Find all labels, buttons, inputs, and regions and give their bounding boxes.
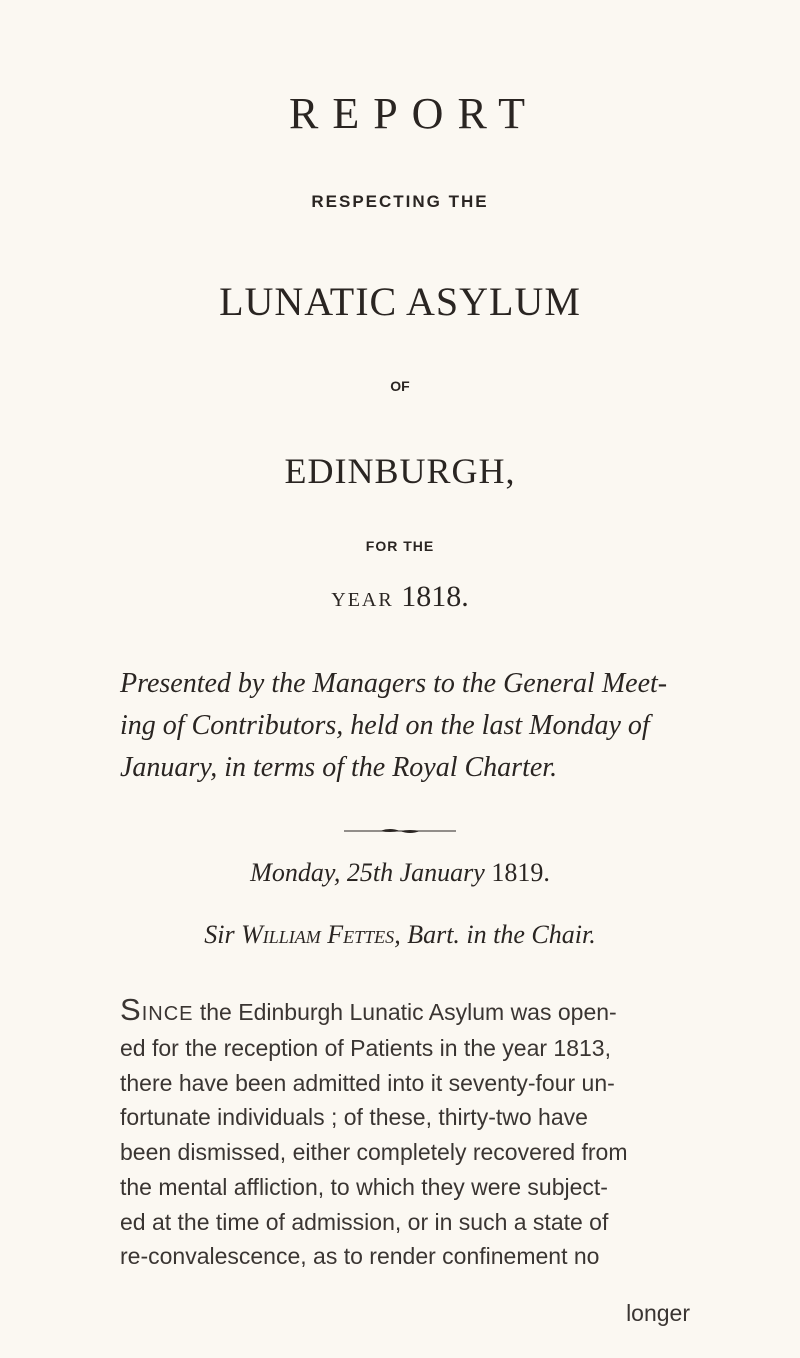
meeting-date-text: Monday, 25th January [250, 858, 485, 887]
body-line-8: re-convalescence, as to render confinement no [120, 1243, 600, 1269]
meeting-date [0, 858, 800, 888]
year-line [0, 580, 800, 614]
drop-cap: S [120, 992, 142, 1027]
ornamental-rule [340, 828, 460, 834]
chair-line [0, 920, 800, 950]
body-line-3: there have been admitted into it seventy-four un- [120, 1070, 615, 1096]
for-the-line: FOR THE [365, 538, 435, 554]
body-line-7: ed at the time of admission, or in such a state of [120, 1209, 609, 1235]
presented-line-3: January, in terms of the Royal Charter. [120, 752, 558, 783]
body-line-1-rest: the Edinburgh Lunatic Asylum was open- [193, 999, 617, 1025]
chair-name: William Fettes [241, 920, 395, 949]
year-number: 1818. [401, 580, 469, 613]
chair-suffix: , Bart. in the Chair. [394, 920, 596, 949]
meeting-year: 1819. [491, 858, 550, 887]
body-line-6: the mental affliction, to which they were subject- [120, 1174, 608, 1200]
chair-prefix: Sir [204, 920, 235, 949]
city-heading: EDINBURGH, [284, 451, 516, 491]
body-line-4: fortunate individuals ; of these, thirty-two have [120, 1104, 588, 1130]
body-line-1 [120, 992, 617, 1028]
catchword: longer [626, 1300, 690, 1326]
report-heading: REPORT [288, 89, 540, 138]
presented-line-2: ing of Contributors, held on the last Monday of [120, 710, 650, 741]
of-line: OF [390, 378, 410, 394]
body-line-5: been dismissed, either completely recovered from [120, 1139, 628, 1165]
first-word-rest: INCE [141, 1003, 194, 1025]
year-word: YEAR [331, 589, 394, 611]
respecting-line: RESPECTING THE [311, 192, 489, 211]
body-line-2: ed for the reception of Patients in the year 1813, [120, 1035, 611, 1061]
institution-heading: LUNATIC ASYLUM [219, 279, 581, 324]
presented-line-1: Presented by the Managers to the General Meet- [120, 668, 668, 699]
